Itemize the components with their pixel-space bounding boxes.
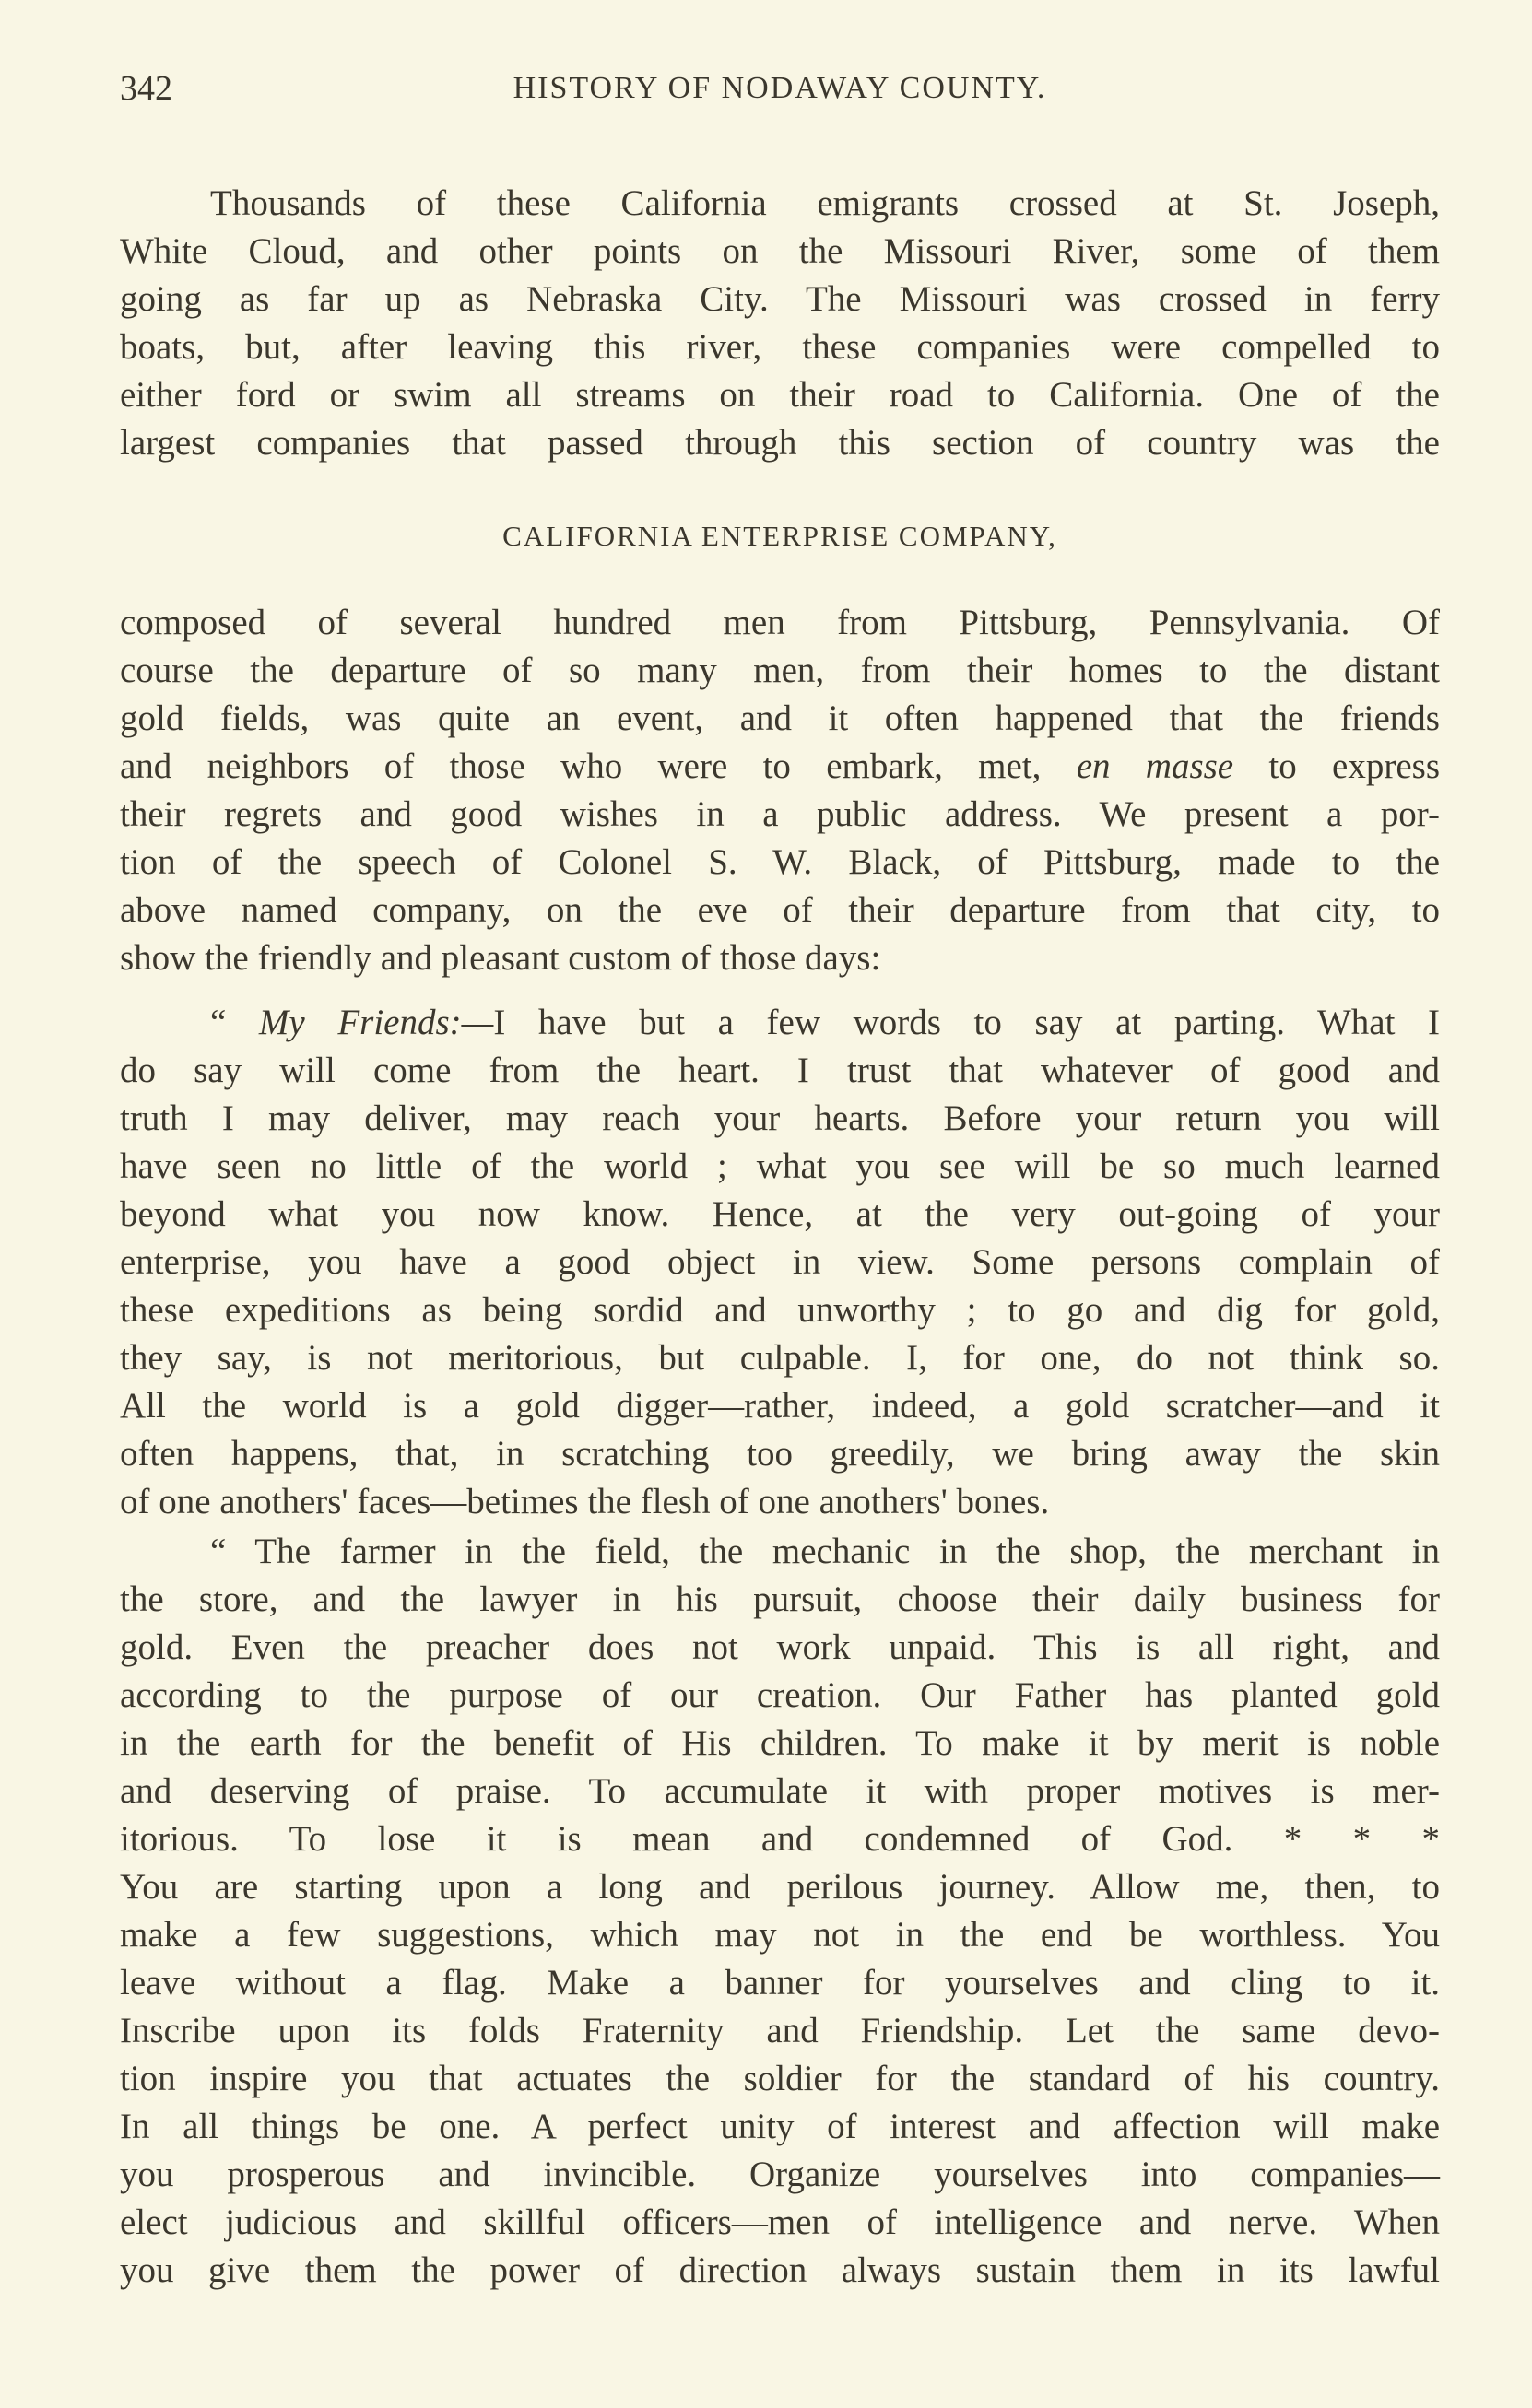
text-segment: and neighbors of those who were to embark, met,	[120, 746, 1077, 786]
italic-text: en masse	[1076, 746, 1234, 786]
text-segment: “	[210, 1003, 259, 1042]
text-segment: I have but a few words to say at parting. What I	[493, 1003, 1440, 1042]
paragraph-4-speech	[120, 1528, 1440, 2295]
text-line: Inscribe upon its folds Fraternity and Friendship. Let the same devo-	[120, 2011, 1440, 2050]
text-line: tion of the speech of Colonel S. W. Black, of Pittsburg, made to the	[120, 842, 1440, 882]
text-line: itorious. To lose it is mean and condemned of God. * * *	[120, 1819, 1440, 1859]
text-line: do say will come from the heart. I trust that whatever of good and	[120, 1051, 1440, 1090]
text-line: make a few suggestions, which may not in the end be worthless. You	[120, 1915, 1440, 1955]
text-line: gold. Even the preacher does not work unpaid. This is all right, and	[120, 1627, 1440, 1667]
text-line: you give them the power of direction always sustain them in its lawful	[120, 2250, 1440, 2290]
running-title: HISTORY OF NODAWAY COUNTY.	[513, 71, 1047, 105]
text-line: show the friendly and pleasant custom of those days:	[120, 938, 881, 978]
text-line: have seen no little of the world ; what you see will be so much learned	[120, 1146, 1440, 1186]
text-line: the store, and the lawyer in his pursuit, choose their daily business for	[120, 1580, 1440, 1619]
text-line: “ The farmer in the field, the mechanic in the shop, the merchant in	[210, 1532, 1440, 1571]
page-number: 342	[120, 69, 172, 108]
text-line: tion inspire you that actuates the soldier for the standard of his country.	[120, 2059, 1440, 2098]
paragraph-3-speech	[120, 999, 1440, 1526]
italic-text: My Friends:—	[258, 1003, 494, 1042]
text-line: You are starting upon a long and perilous journey. Allow me, then, to	[120, 1867, 1440, 1907]
text-line: often happens, that, in scratching too greedily, we bring away the skin	[120, 1434, 1440, 1474]
text-line: in the earth for the benefit of His children. To make it by merit is noble	[120, 1723, 1440, 1763]
text-line: enterprise, you have a good object in view. Some persons complain of	[120, 1242, 1440, 1282]
text-line: above named company, on the eve of their departure from that city, to	[120, 890, 1440, 930]
text-line: boats, but, after leaving this river, these companies were compelled to	[120, 327, 1440, 367]
text-segment: to express	[1233, 746, 1440, 786]
text-line: Thousands of these California emigrants crossed at St. Joseph,	[210, 183, 1440, 223]
text-line: In all things be one. A perfect unity of interest and affection will make	[120, 2107, 1440, 2146]
text-line: White Cloud, and other points on the Missouri River, some of them	[120, 231, 1440, 271]
text-line: of one anothers' faces—betimes the flesh of one anothers' bones.	[120, 1482, 1050, 1521]
text-line: gold fields, was quite an event, and it often happened that the friends	[120, 699, 1440, 738]
paragraph-2	[120, 599, 1440, 982]
text-line: course the departure of so many men, from their homes to the distant	[120, 651, 1440, 690]
text-line: they say, is not meritorious, but culpable. I, for one, do not think so.	[120, 1338, 1440, 1378]
text-line	[120, 999, 1440, 1047]
paragraph-1	[120, 180, 1440, 467]
text-line: these expeditions as being sordid and unworthy ; to go and dig for gold,	[120, 1290, 1440, 1330]
text-line: leave without a flag. Make a banner for yourselves and cling to it.	[120, 1963, 1440, 2003]
text-line: largest companies that passed through this section of country was the	[120, 423, 1440, 463]
text-line: composed of several hundred men from Pittsburg, Pennsylvania. Of	[120, 603, 1440, 642]
text-line: according to the purpose of our creation. Our Father has planted gold	[120, 1675, 1440, 1715]
text-line: beyond what you now know. Hence, at the very out-going of your	[120, 1194, 1440, 1234]
text-line: going as far up as Nebraska City. The Missouri was crossed in ferry	[120, 279, 1440, 319]
text-line: All the world is a gold digger—rather, indeed, a gold scratcher—and it	[120, 1386, 1440, 1426]
text-line: truth I may deliver, may reach your hearts. Before your return you will	[120, 1098, 1440, 1138]
text-line: either ford or swim all streams on their road to California. One of the	[120, 375, 1440, 415]
text-line: you prosperous and invincible. Organize yourselves into companies—	[120, 2155, 1440, 2194]
text-line: elect judicious and skillful officers—men of intelligence and nerve. When	[120, 2202, 1440, 2242]
text-line: and deserving of praise. To accumulate it with proper motives is mer-	[120, 1771, 1440, 1811]
text-line	[120, 743, 1440, 791]
running-header	[120, 65, 1440, 112]
section-heading: CALIFORNIA ENTERPRISE COMPANY,	[502, 520, 1057, 552]
text-line: their regrets and good wishes in a public address. We present a por-	[120, 794, 1440, 834]
